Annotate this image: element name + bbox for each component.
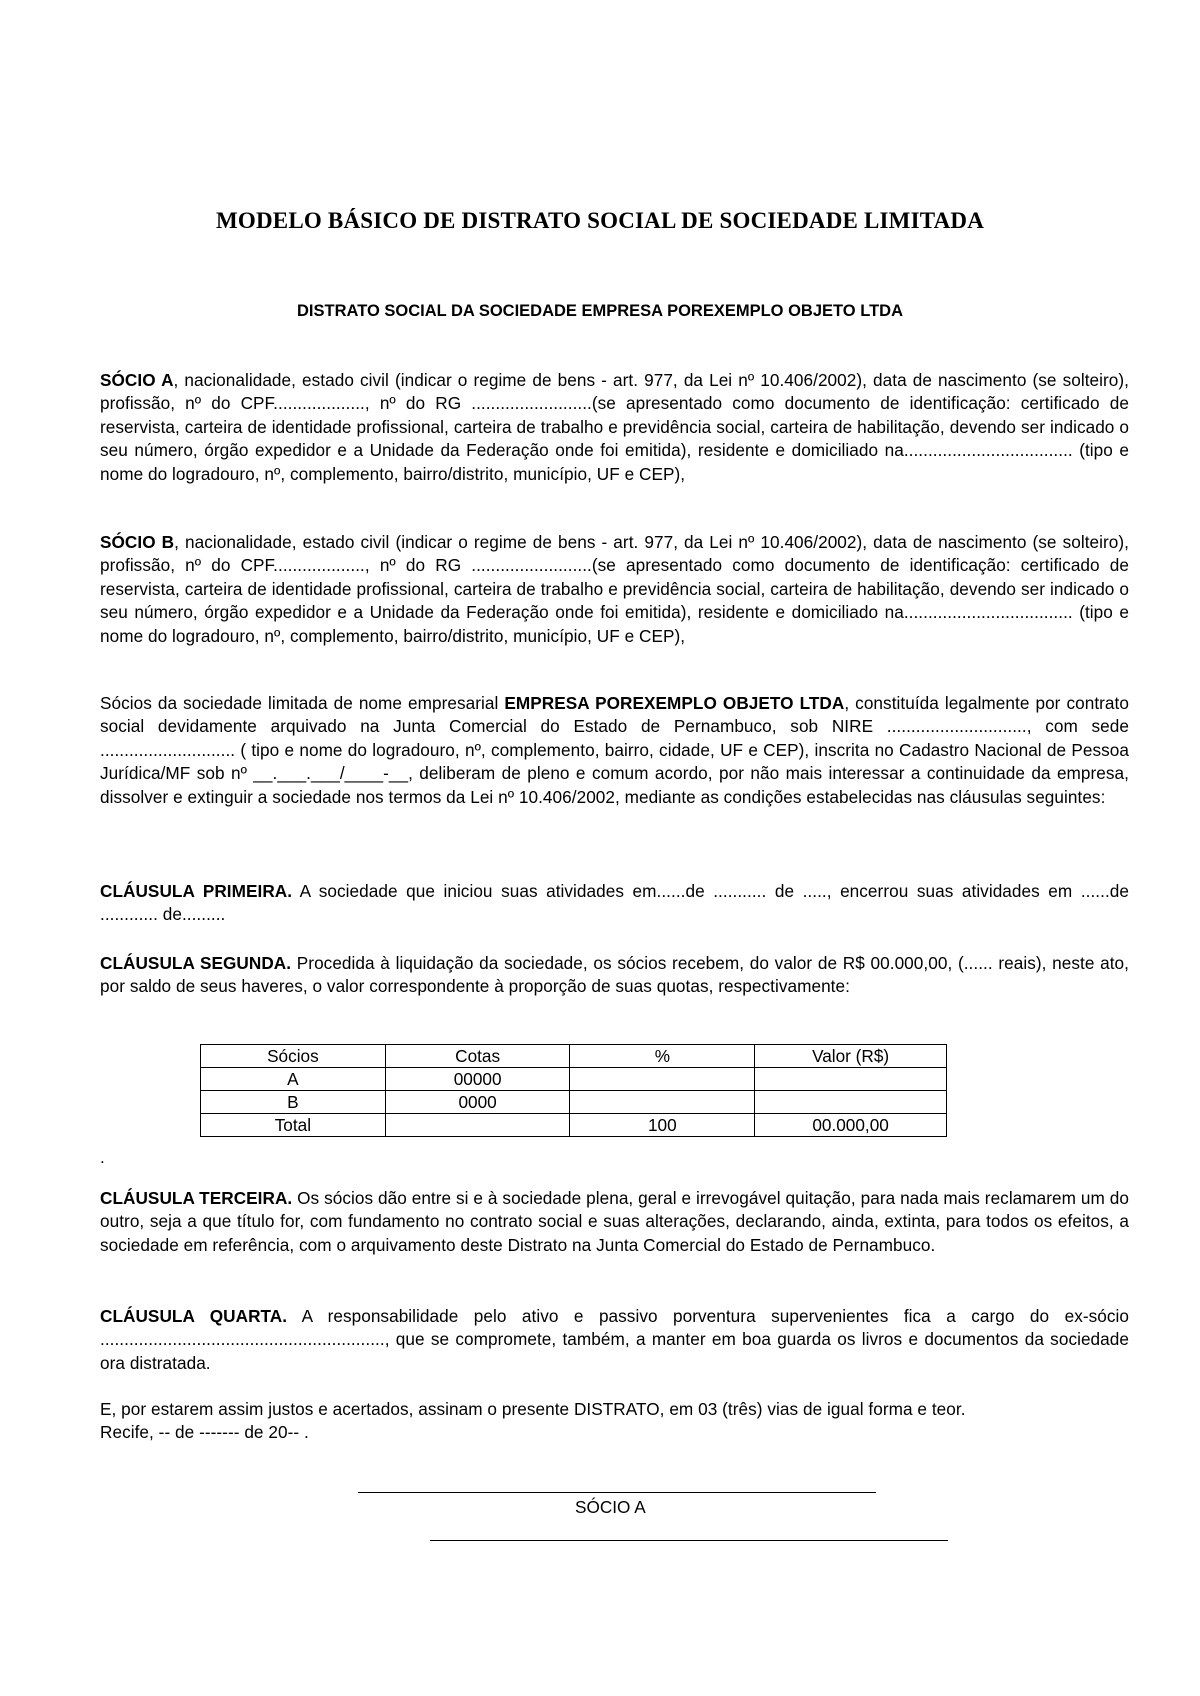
socios-paragraph xyxy=(100,692,1129,809)
table-cell: 00.000,00 xyxy=(755,1114,947,1137)
company-name: EMPRESA POREXEMPLO OBJETO LTDA xyxy=(504,693,845,713)
clausula-segunda-label: CLÁUSULA SEGUNDA. xyxy=(100,953,292,973)
socio-a-label: SÓCIO A xyxy=(100,370,174,390)
signature-line-socio-b xyxy=(430,1540,948,1541)
socio-b-paragraph xyxy=(100,531,1129,648)
socio-b-text: , nacionalidade, estado civil (indicar o regime de bens - art. 977, da Lei nº 10.406/2002), data de nascimento (se solteiro), profissão, nº do CPF..................., nº do RG .........................(se apresentado como documento de identificação: certificado de reservista, carteira de identidade profissional, carteira de trabalho e previdência social, carteira de habilitação, devendo ser indicado o seu número, órgão expedidor e a Unidade da Federação onde foi emitida), residente e domiciliado na................................... (tipo e nome do logradouro, nº, complemento, bairro/distrito, município, UF e CEP), xyxy=(100,532,1129,646)
table-header-cell: Sócios xyxy=(201,1045,386,1068)
table-cell xyxy=(570,1091,755,1114)
table-header-cell: Valor (R$) xyxy=(755,1045,947,1068)
socios-text-before: Sócios da sociedade limitada de nome empresarial xyxy=(100,693,505,713)
table-row xyxy=(201,1068,947,1091)
clausula-primeira-text: A sociedade que iniciou suas atividades em......de ........... de ....., encerrou suas atividades em ......de ............ de......... xyxy=(100,881,1129,925)
clausula-terceira xyxy=(100,1187,1129,1257)
socio-a-paragraph xyxy=(100,369,1129,486)
clausula-quarta-text: A responsabilidade pelo ativo e passivo porventura supervenientes fica a cargo do ex-sócio ..........................................................., que se compromete, também, a manter em boa guarda os livros e documentos da sociedade ora distratada. xyxy=(100,1306,1129,1373)
table-cell: 0000 xyxy=(385,1091,570,1114)
table-cell xyxy=(755,1091,947,1114)
table-cell: Total xyxy=(201,1114,386,1137)
table-cell: 100 xyxy=(570,1114,755,1137)
table-cell: 00000 xyxy=(385,1068,570,1091)
table-cell: A xyxy=(201,1068,386,1091)
quota-table xyxy=(200,1044,947,1137)
document-subtitle: DISTRATO SOCIAL DA SOCIEDADE EMPRESA POREXEMPLO OBJETO LTDA xyxy=(297,302,903,320)
clausula-terceira-text: Os sócios dão entre si e à sociedade plena, geral e irrevogável quitação, para nada mais reclamarem um do outro, seja a que título for, com fundamento no contrato social e suas alterações, declarando, ainda, extinta, para todos os efeitos, a sociedade em referência, com o arquivamento deste Distrato na Junta Comercial do Estado de Pernambuco. xyxy=(100,1188,1129,1255)
clausula-primeira xyxy=(100,880,1129,927)
signature-line-socio-a xyxy=(358,1492,876,1493)
clausula-segunda xyxy=(100,952,1129,999)
clausula-terceira-label: CLÁUSULA TERCEIRA. xyxy=(100,1188,293,1208)
table-header-cell: % xyxy=(570,1045,755,1068)
socios-text-after: , constituída legalmente por contrato social devidamente arquivado na Junta Comercial do Estado de Pernambuco, sob NIRE ............................., com sede ............................ ( tipo e nome do logradouro, nº, complemento, bairro, cidade, UF e CEP), inscrita no Cadastro Nacional de Pessoa Jurídica/MF sob nº __.___.___/____-__, deliberam de pleno e comum acordo, por não mais interessar a continuidade da empresa, dissolver e extinguir a sociedade nos termos da Lei nº 10.406/2002, mediante as condições estabelecidas nas cláusulas seguintes: xyxy=(100,693,1129,807)
clausula-quarta-label: CLÁUSULA QUARTA. xyxy=(100,1306,288,1326)
socio-a-text: , nacionalidade, estado civil (indicar o regime de bens - art. 977, da Lei nº 10.406/2002), data de nascimento (se solteiro), profissão, nº do CPF..................., nº do RG .........................(se apresentado como documento de identificação: certificado de reservista, carteira de identidade profissional, carteira de trabalho e previdência social, carteira de habilitação, devendo ser indicado o seu número, órgão expedidor e a Unidade da Federação onde foi emitida), residente e domiciliado na................................... (tipo e nome do logradouro, nº, complemento, bairro/distrito, município, UF e CEP), xyxy=(100,370,1129,484)
table-row xyxy=(201,1091,947,1114)
signature-label-socio-a: SÓCIO A xyxy=(575,1497,646,1517)
socio-b-label: SÓCIO B xyxy=(100,532,175,552)
closing-paragraph xyxy=(100,1398,1129,1445)
stray-dot: . xyxy=(100,1148,105,1167)
document-title: MODELO BÁSICO DE DISTRATO SOCIAL DE SOCIEDADE LIMITADA xyxy=(215,208,985,233)
place-date-line: Recife, -- de ------- de 20-- . xyxy=(100,1422,309,1443)
table-header-cell: Cotas xyxy=(385,1045,570,1068)
table-cell: B xyxy=(201,1091,386,1114)
table-cell xyxy=(385,1114,570,1137)
clausula-primeira-label: CLÁUSULA PRIMEIRA. xyxy=(100,881,293,901)
clausula-quarta xyxy=(100,1305,1129,1375)
clausula-segunda-text: Procedida à liquidação da sociedade, os sócios recebem, do valor de R$ 00.000,00, (...... reais), neste ato, por saldo de seus haveres, o valor correspondente à proporção de suas quotas, respectivamente: xyxy=(100,953,1129,997)
closing-statement: E, por estarem assim justos e acertados, assinam o presente DISTRATO, em 03 (três) vias de igual forma e teor. xyxy=(100,1399,966,1419)
table-header-row xyxy=(201,1045,947,1068)
table-cell xyxy=(570,1068,755,1091)
table-cell xyxy=(755,1068,947,1091)
table-row xyxy=(201,1114,947,1137)
